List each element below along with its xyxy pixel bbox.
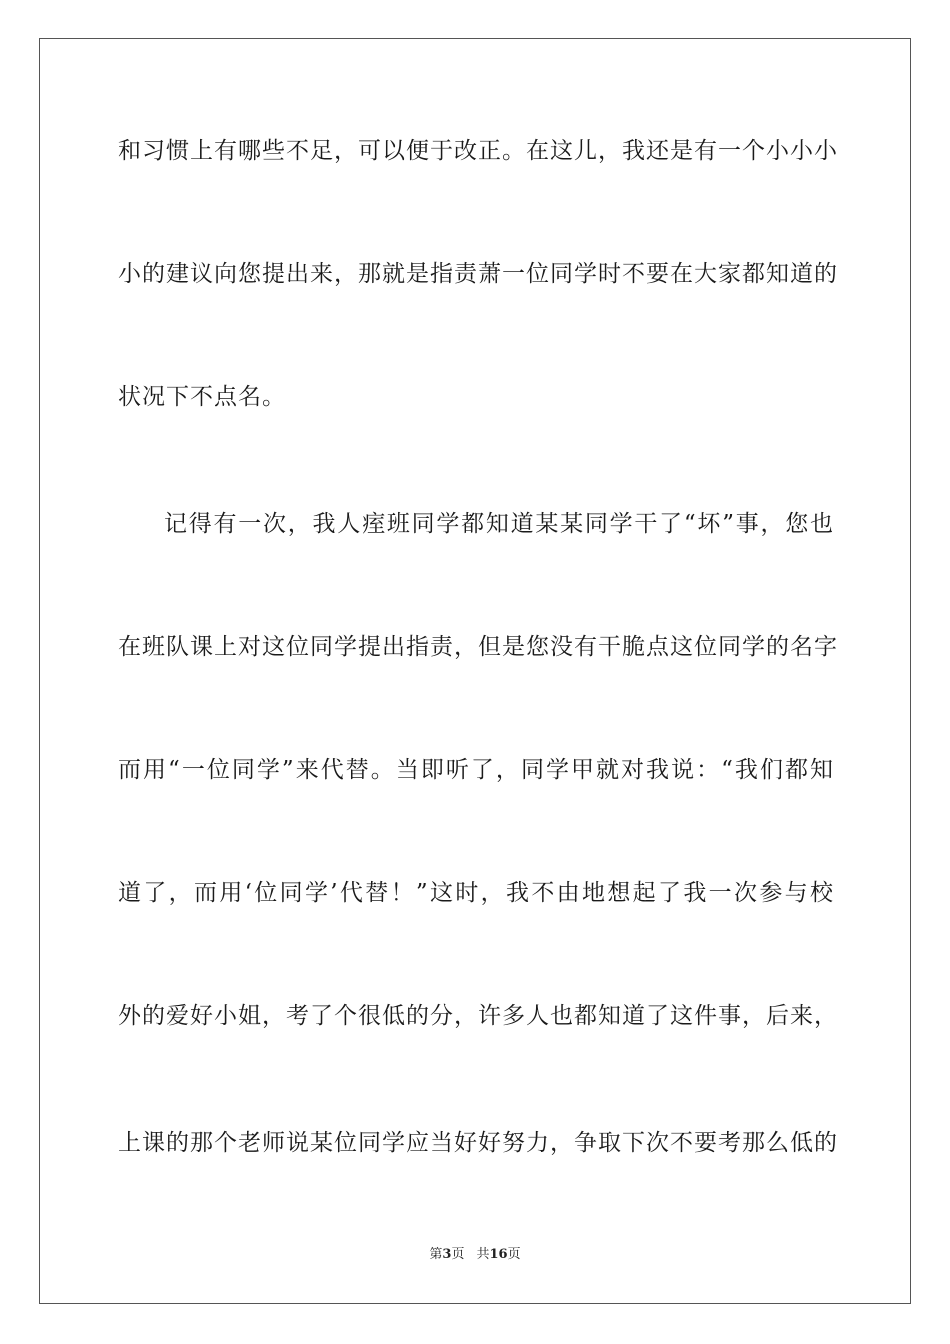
paragraph-line-2: 小的建议向您提出来，那就是指责萧一位同学时不要在大家都知道的 <box>118 261 838 287</box>
paragraph-line-8: 外的爱好小姐，考了个很低的分，许多人也都知道了这件事，后来， <box>118 1003 838 1029</box>
paragraph-line-9: 上课的那个老师说某位同学应当好好努力，争取下次不要考那么低的 <box>118 1130 838 1156</box>
page-prefix: 第 <box>429 1247 443 1262</box>
total-pages: 16 <box>489 1247 508 1262</box>
paragraph-line-3: 状况下不点名。 <box>118 384 286 410</box>
paragraph-line-6: 而用“一位同学”来代替。当即听了，同学甲就对我说：“我们都知 <box>118 757 834 783</box>
total-suffix: 页 <box>507 1247 521 1262</box>
paragraph-line-1: 和习惯上有哪些不足，可以便于改正。在这儿，我还是有一个小小小 <box>118 138 838 164</box>
page-footer <box>0 1246 950 1264</box>
page-suffix: 页 <box>451 1247 465 1262</box>
page-number: 3 <box>442 1247 452 1262</box>
page-border <box>39 38 911 1304</box>
paragraph-line-5: 在班队课上对这位同学提出指责，但是您没有干脆点这位同学的名字 <box>118 634 838 660</box>
total-prefix: 共 <box>476 1247 490 1262</box>
paragraph-line-4: 记得有一次，我人痓班同学都知道某某同学干了“坏”事，您也 <box>164 511 834 537</box>
paragraph-line-7: 道了，而用‘位同学’代替！”这时，我不由地想起了我一次参与校 <box>118 880 834 906</box>
